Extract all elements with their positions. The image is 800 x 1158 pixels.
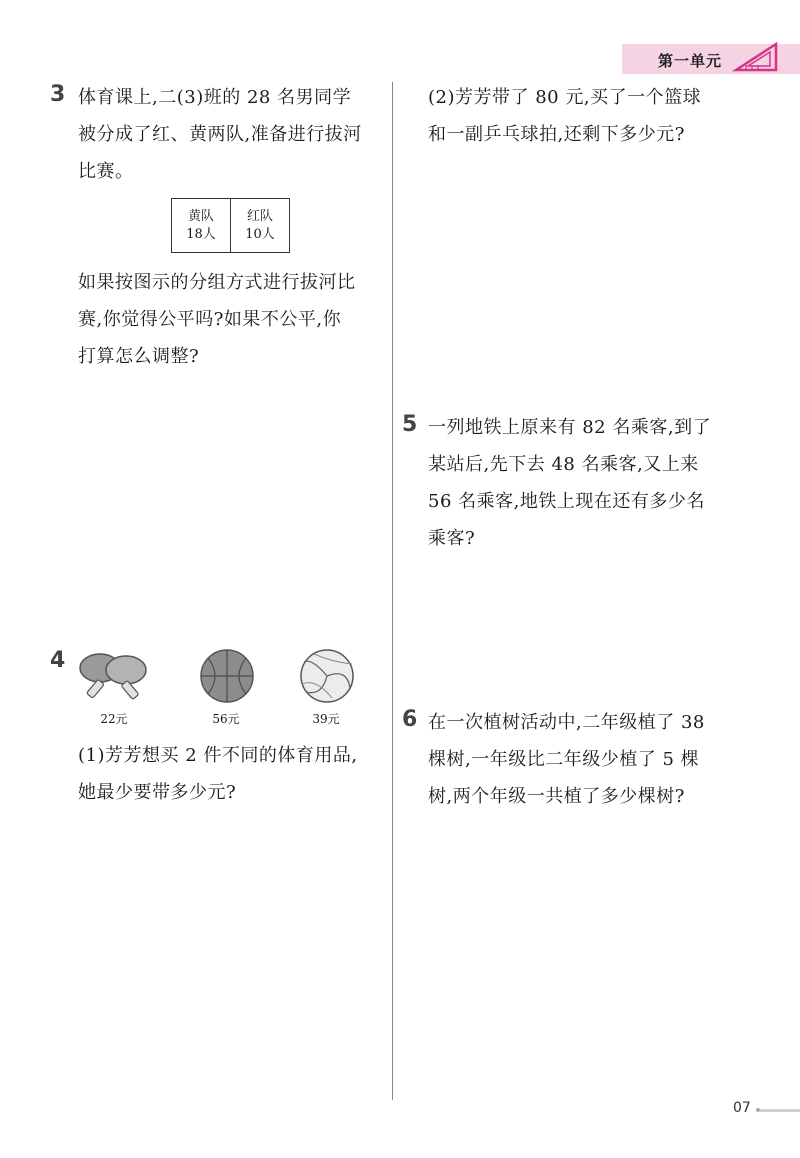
q6-line: 棵树,一年级比二年级少植了 5 棵 [428, 749, 700, 770]
ping-pong-paddles-icon [78, 648, 148, 704]
question-number-5: 5 [402, 412, 418, 437]
q6-line: 树,两个年级一共植了多少棵树? [428, 786, 685, 807]
column-divider [392, 82, 393, 1100]
q5-line: 56 名乘客,地铁上现在还有多少名 [428, 491, 705, 512]
yellow-team-name: 黄队 [187, 208, 214, 224]
yellow-team-count: 18人 [186, 226, 216, 242]
red-team-name: 红队 [246, 208, 273, 224]
q6-text [428, 704, 705, 815]
price-basketball: 56元 [212, 712, 240, 726]
q3-intro [78, 79, 362, 190]
q5-text [428, 409, 711, 557]
price-volleyball: 39元 [312, 712, 340, 726]
q5-line: 某站后,先下去 48 名乘客,又上来 [428, 454, 699, 475]
unit-tab [622, 44, 800, 74]
question-number-4: 4 [50, 648, 66, 673]
q3-intro-line: 被分成了红、黄两队,准备进行拔河 [78, 124, 362, 145]
yellow-team-cell [172, 199, 231, 253]
unit-label: 第一单元 [658, 52, 723, 70]
q5-line: 一列地铁上原来有 82 名乘客,到了 [428, 417, 712, 438]
ruler-triangle-icon [732, 40, 782, 74]
volleyball-icon [292, 648, 362, 704]
basketball-icon [192, 648, 262, 704]
q4-part2-line: (2)芳芳带了 80 元,买了一个篮球 [428, 87, 702, 108]
question-number-3: 3 [50, 82, 66, 107]
red-team-count: 10人 [245, 226, 275, 242]
page-line [760, 1109, 800, 1112]
q3-intro-line: 体育课上,二(3)班的 28 名男同学 [78, 87, 352, 108]
q4-part2-line: 和一副乒乓球拍,还剩下多少元? [428, 124, 685, 145]
q3-question-line: 打算怎么调整? [78, 346, 200, 367]
q4-part1 [78, 737, 358, 811]
q6-line: 在一次植树活动中,二年级植了 38 [428, 712, 705, 733]
q3-intro-line: 比赛。 [78, 161, 134, 182]
q4-part1-line: (1)芳芳想买 2 件不同的体育用品, [78, 745, 358, 766]
q4-part2 [428, 79, 701, 153]
q3-question [78, 264, 356, 375]
team-table [171, 198, 290, 253]
q5-line: 乘客? [428, 528, 476, 549]
page-number: 07 [733, 1100, 751, 1116]
red-team-cell [231, 199, 290, 253]
q3-question-line: 赛,你觉得公平吗?如果不公平,你 [78, 309, 342, 330]
question-number-6: 6 [402, 707, 418, 732]
q3-question-line: 如果按图示的分组方式进行拔河比 [78, 272, 356, 293]
price-paddles: 22元 [100, 712, 128, 726]
q4-part1-line: 她最少要带多少元? [78, 782, 237, 803]
